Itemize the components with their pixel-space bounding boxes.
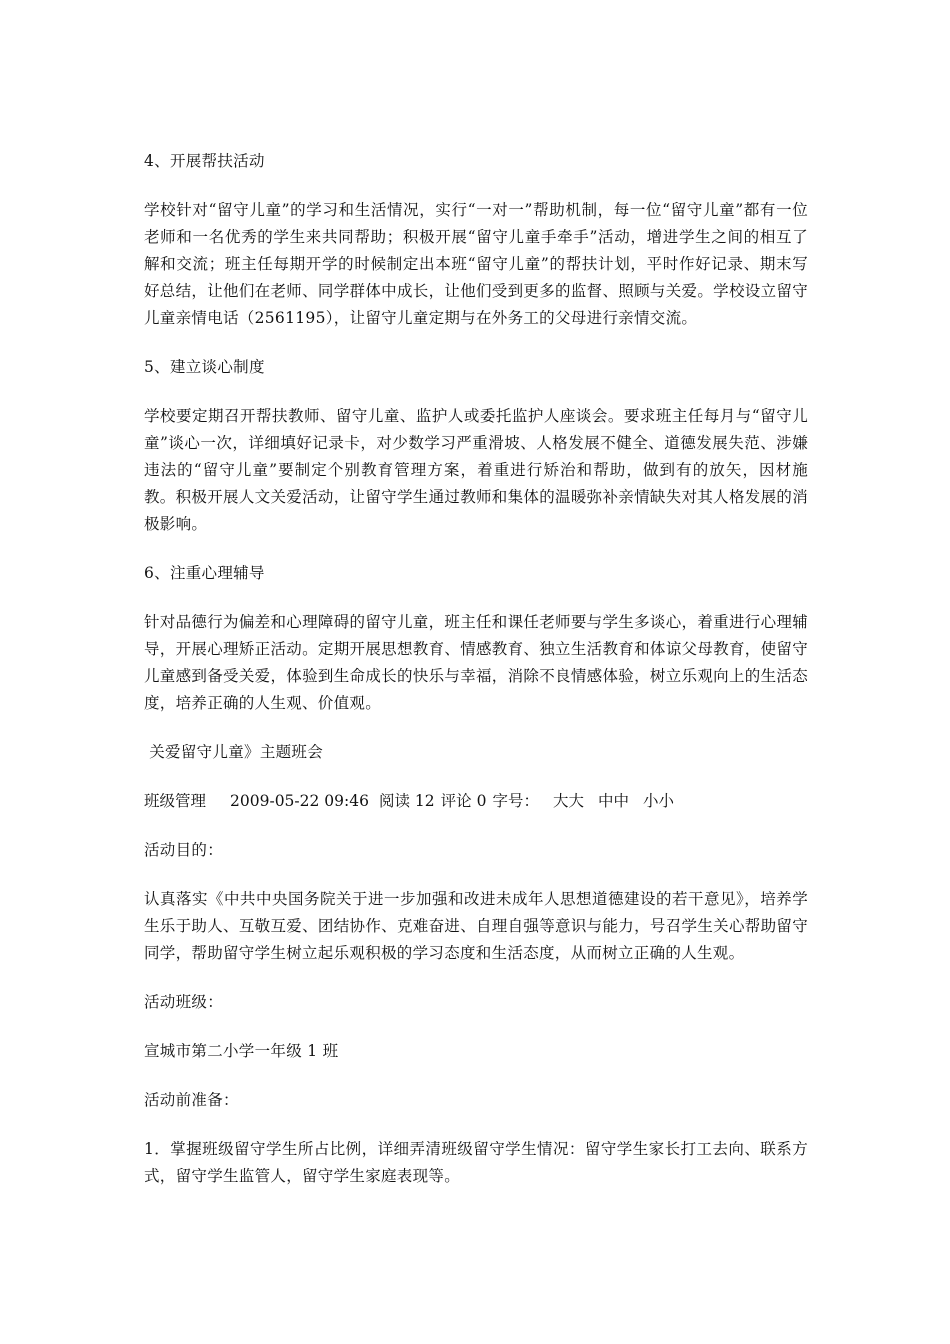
article-meta xyxy=(144,788,808,815)
purpose-heading: 活动目的： xyxy=(144,841,224,859)
class-heading: 活动班级： xyxy=(144,993,224,1011)
section-paragraph-4: 学校针对“留守儿童”的学习和生活情况，实行“一对一”帮助机制，每一位“留守儿童”都有一位老师和一名优秀的学生来共同帮助；积极开展“留守儿童手牵手”活动，增进学生之间的相互了解和交流；班主任每期开学的时候制定出本班“留守儿童”的帮扶计划，平时作好记录、期末写好总结，让他们在老师、同学群体中成长，让他们受到更多的监督、照顾与关爱。学校设立留守儿童亲情电话（2561195），让留守儿童定期与在外务工的父母进行亲情交流。 xyxy=(144,201,808,327)
document-page xyxy=(144,148,808,1212)
prep-heading: 活动前准备： xyxy=(144,1091,239,1109)
font-size-large-link[interactable]: 大大 xyxy=(552,792,584,810)
font-size-medium-link[interactable]: 中中 xyxy=(597,792,629,810)
prep-item-1: 1．掌握班级留守学生所占比例，详细弄清班级留守学生情况：留守学生家长打工去向、联系方式，留守学生监管人，留守学生家庭表现等。 xyxy=(144,1140,808,1185)
article-datetime: 2009-05-22 09:46 xyxy=(230,792,369,810)
font-size-small-link[interactable]: 小小 xyxy=(642,792,674,810)
article-reads: 阅读 12 xyxy=(378,792,435,810)
section-heading-5: 5、建立谈心制度 xyxy=(144,358,265,376)
font-size-label: 字号： xyxy=(492,792,539,810)
section-heading-4: 4、开展帮扶活动 xyxy=(144,152,265,170)
article-category: 班级管理 xyxy=(144,792,207,810)
section-heading-6: 6、注重心理辅导 xyxy=(144,564,265,582)
class-text: 宣城市第二小学一年级 1 班 xyxy=(144,1042,339,1060)
article-comments: 评论 0 xyxy=(440,792,487,810)
section-paragraph-5: 学校要定期召开帮扶教师、留守儿童、监护人或委托监护人座谈会。要求班主任每月与“留守儿童”谈心一次，详细填好记录卡，对少数学习严重滑坡、人格发展不健全、道德发展失范、涉嫌违法的“留守儿童”要制定个别教育管理方案，着重进行矫治和帮助，做到有的放矢，因材施教。积极开展人文关爱活动，让留守学生通过教师和集体的温暖弥补亲情缺失对其人格发展的消极影响。 xyxy=(144,407,808,533)
article-title: 关爱留守儿童》主题班会 xyxy=(144,743,324,761)
section-paragraph-6: 针对品德行为偏差和心理障碍的留守儿童，班主任和课任老师要与学生多谈心，着重进行心理辅导，开展心理矫正活动。定期开展思想教育、情感教育、独立生活教育和体谅父母教育，使留守儿童感到备受关爱，体验到生命成长的快乐与幸福，消除不良情感体验，树立乐观向上的生活态度，培养正确的人生观、价值观。 xyxy=(144,613,808,712)
purpose-paragraph: 认真落实《中共中央国务院关于进一步加强和改进未成年人思想道德建设的若干意见》，培养学生乐于助人、互敬互爱、团结协作、克难奋进、自理自强等意识与能力，号召学生关心帮助留守同学，帮助留守学生树立起乐观积极的学习态度和生活态度，从而树立正确的人生观。 xyxy=(144,890,808,962)
